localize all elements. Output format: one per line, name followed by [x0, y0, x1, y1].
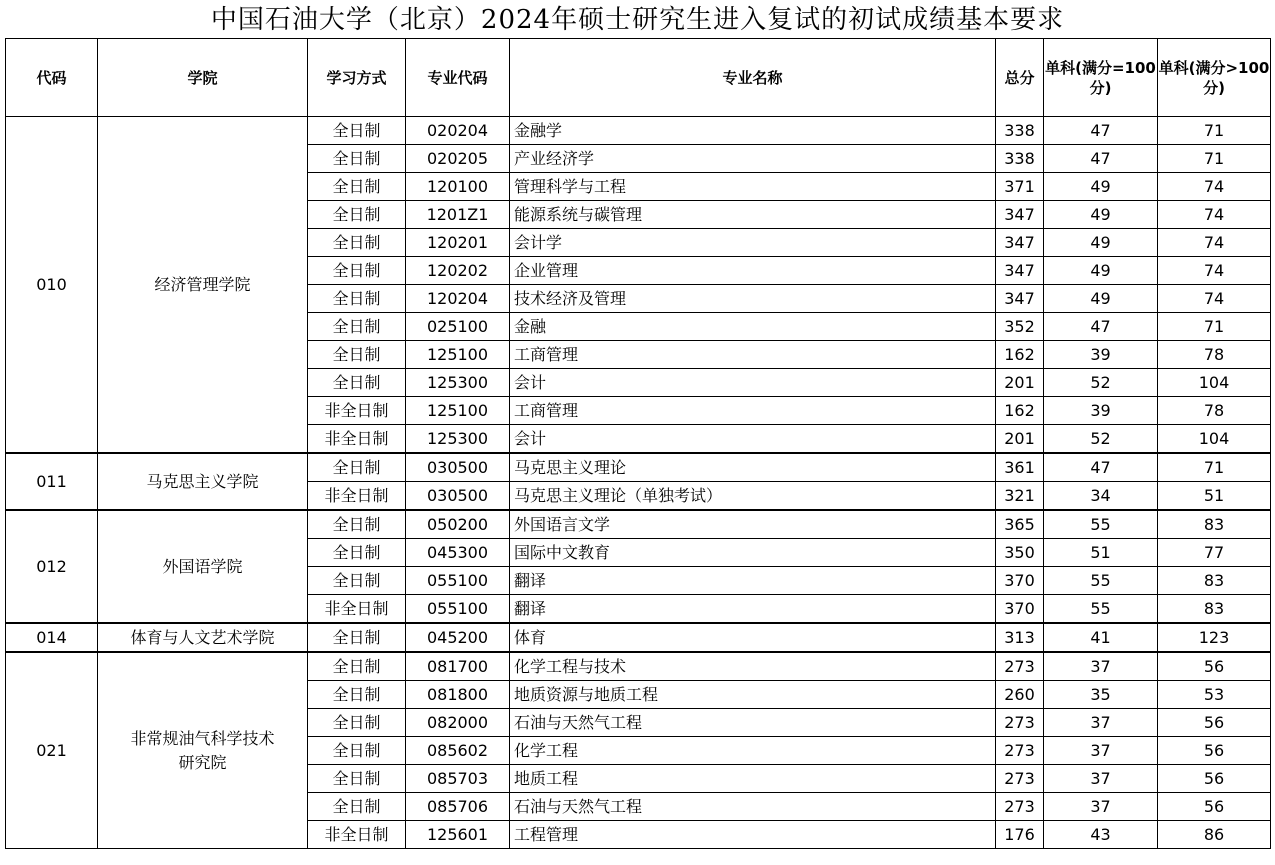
major-name-cell: 翻译 [510, 567, 996, 595]
total-score-cell: 347 [996, 285, 1044, 313]
major-name-cell: 翻译 [510, 595, 996, 624]
major-code-cell: 045300 [406, 539, 510, 567]
single-gt100-score-cell: 71 [1158, 145, 1271, 173]
major-name-cell: 地质资源与地质工程 [510, 681, 996, 709]
major-code-cell: 085703 [406, 765, 510, 793]
major-name-cell: 技术经济及管理 [510, 285, 996, 313]
major-name-cell: 管理科学与工程 [510, 173, 996, 201]
total-score-cell: 361 [996, 453, 1044, 482]
major-name-cell: 外国语言文学 [510, 510, 996, 539]
total-score-cell: 273 [996, 765, 1044, 793]
major-code-cell: 125601 [406, 821, 510, 849]
total-score-cell: 350 [996, 539, 1044, 567]
college-code-cell: 021 [6, 652, 98, 849]
total-score-cell: 347 [996, 229, 1044, 257]
college-name-cell: 马克思主义学院 [98, 453, 308, 510]
single-gt100-score-cell: 78 [1158, 397, 1271, 425]
single-100-score-cell: 39 [1044, 341, 1158, 369]
single-gt100-score-cell: 56 [1158, 765, 1271, 793]
total-score-cell: 365 [996, 510, 1044, 539]
single-100-score-cell: 47 [1044, 117, 1158, 145]
single-100-score-cell: 49 [1044, 229, 1158, 257]
total-score-cell: 273 [996, 709, 1044, 737]
table-row [6, 510, 1271, 539]
single-100-score-cell: 37 [1044, 709, 1158, 737]
college-name-cell: 经济管理学院 [98, 117, 308, 454]
single-100-score-cell: 37 [1044, 737, 1158, 765]
single-gt100-score-cell: 78 [1158, 341, 1271, 369]
table-row [6, 623, 1271, 652]
major-code-cell: 081700 [406, 652, 510, 681]
total-score-cell: 338 [996, 145, 1044, 173]
total-score-cell: 162 [996, 397, 1044, 425]
study-mode-cell: 全日制 [308, 765, 406, 793]
single-gt100-score-cell: 104 [1158, 425, 1271, 454]
study-mode-cell: 全日制 [308, 567, 406, 595]
study-mode-cell: 全日制 [308, 173, 406, 201]
single-gt100-score-cell: 83 [1158, 510, 1271, 539]
single-gt100-score-cell: 71 [1158, 453, 1271, 482]
single-gt100-score-cell: 74 [1158, 285, 1271, 313]
study-mode-cell: 全日制 [308, 681, 406, 709]
study-mode-cell: 非全日制 [308, 397, 406, 425]
header-row [6, 39, 1271, 117]
major-name-cell: 石油与天然气工程 [510, 709, 996, 737]
header-major-name: 专业名称 [510, 39, 996, 117]
single-gt100-score-cell: 56 [1158, 793, 1271, 821]
major-name-cell: 石油与天然气工程 [510, 793, 996, 821]
major-name-cell: 马克思主义理论（单独考试） [510, 482, 996, 511]
major-code-cell: 120201 [406, 229, 510, 257]
major-name-cell: 企业管理 [510, 257, 996, 285]
total-score-cell: 352 [996, 313, 1044, 341]
study-mode-cell: 全日制 [308, 453, 406, 482]
single-gt100-score-cell: 74 [1158, 173, 1271, 201]
study-mode-cell: 全日制 [308, 652, 406, 681]
study-mode-cell: 非全日制 [308, 821, 406, 849]
header-mode: 学习方式 [308, 39, 406, 117]
single-100-score-cell: 35 [1044, 681, 1158, 709]
single-gt100-score-cell: 74 [1158, 201, 1271, 229]
college-code-cell: 010 [6, 117, 98, 454]
major-code-cell: 025100 [406, 313, 510, 341]
major-code-cell: 045200 [406, 623, 510, 652]
study-mode-cell: 全日制 [308, 341, 406, 369]
major-code-cell: 085602 [406, 737, 510, 765]
major-code-cell: 020205 [406, 145, 510, 173]
single-gt100-score-cell: 123 [1158, 623, 1271, 652]
single-100-score-cell: 49 [1044, 201, 1158, 229]
single-100-score-cell: 49 [1044, 257, 1158, 285]
college-code-cell: 012 [6, 510, 98, 623]
major-code-cell: 125300 [406, 425, 510, 454]
study-mode-cell: 全日制 [308, 709, 406, 737]
study-mode-cell: 非全日制 [308, 482, 406, 511]
single-100-score-cell: 41 [1044, 623, 1158, 652]
single-100-score-cell: 37 [1044, 765, 1158, 793]
single-gt100-score-cell: 56 [1158, 709, 1271, 737]
major-name-cell: 体育 [510, 623, 996, 652]
college-name-cell: 体育与人文艺术学院 [98, 623, 308, 652]
total-score-cell: 201 [996, 425, 1044, 454]
single-gt100-score-cell: 74 [1158, 257, 1271, 285]
single-gt100-score-cell: 71 [1158, 117, 1271, 145]
total-score-cell: 176 [996, 821, 1044, 849]
single-100-score-cell: 37 [1044, 652, 1158, 681]
study-mode-cell: 全日制 [308, 145, 406, 173]
major-code-cell: 125300 [406, 369, 510, 397]
single-gt100-score-cell: 77 [1158, 539, 1271, 567]
single-100-score-cell: 55 [1044, 595, 1158, 624]
major-name-cell: 地质工程 [510, 765, 996, 793]
study-mode-cell: 全日制 [308, 117, 406, 145]
single-100-score-cell: 55 [1044, 567, 1158, 595]
single-100-score-cell: 37 [1044, 793, 1158, 821]
single-gt100-score-cell: 71 [1158, 313, 1271, 341]
study-mode-cell: 全日制 [308, 793, 406, 821]
study-mode-cell: 全日制 [308, 539, 406, 567]
header-code: 代码 [6, 39, 98, 117]
single-100-score-cell: 49 [1044, 173, 1158, 201]
single-gt100-score-cell: 83 [1158, 595, 1271, 624]
total-score-cell: 313 [996, 623, 1044, 652]
table-body [6, 117, 1271, 849]
major-name-cell: 会计 [510, 369, 996, 397]
single-gt100-score-cell: 53 [1158, 681, 1271, 709]
major-name-cell: 马克思主义理论 [510, 453, 996, 482]
major-name-cell: 工商管理 [510, 397, 996, 425]
study-mode-cell: 全日制 [308, 229, 406, 257]
major-code-cell: 085706 [406, 793, 510, 821]
major-name-cell: 会计 [510, 425, 996, 454]
single-gt100-score-cell: 74 [1158, 229, 1271, 257]
total-score-cell: 260 [996, 681, 1044, 709]
single-100-score-cell: 49 [1044, 285, 1158, 313]
single-100-score-cell: 47 [1044, 145, 1158, 173]
single-gt100-score-cell: 56 [1158, 652, 1271, 681]
header-college: 学院 [98, 39, 308, 117]
single-gt100-score-cell: 56 [1158, 737, 1271, 765]
total-score-cell: 347 [996, 201, 1044, 229]
study-mode-cell: 全日制 [308, 285, 406, 313]
single-gt100-score-cell: 51 [1158, 482, 1271, 511]
major-name-cell: 金融 [510, 313, 996, 341]
single-gt100-score-cell: 83 [1158, 567, 1271, 595]
study-mode-cell: 全日制 [308, 369, 406, 397]
major-code-cell: 030500 [406, 482, 510, 511]
single-gt100-score-cell: 104 [1158, 369, 1271, 397]
major-name-cell: 金融学 [510, 117, 996, 145]
header-single-100: 单科(满分=100分) [1044, 39, 1158, 117]
major-code-cell: 1201Z1 [406, 201, 510, 229]
single-100-score-cell: 55 [1044, 510, 1158, 539]
study-mode-cell: 全日制 [308, 510, 406, 539]
table-row [6, 453, 1271, 482]
total-score-cell: 347 [996, 257, 1044, 285]
major-name-cell: 会计学 [510, 229, 996, 257]
college-code-cell: 014 [6, 623, 98, 652]
single-100-score-cell: 43 [1044, 821, 1158, 849]
table-row [6, 652, 1271, 681]
major-name-cell: 工商管理 [510, 341, 996, 369]
major-name-cell: 工程管理 [510, 821, 996, 849]
total-score-cell: 273 [996, 652, 1044, 681]
single-100-score-cell: 52 [1044, 425, 1158, 454]
major-code-cell: 055100 [406, 567, 510, 595]
major-code-cell: 120100 [406, 173, 510, 201]
header-single-gt100: 单科(满分>100分) [1158, 39, 1271, 117]
college-name-cell: 外国语学院 [98, 510, 308, 623]
major-code-cell: 020204 [406, 117, 510, 145]
total-score-cell: 371 [996, 173, 1044, 201]
study-mode-cell: 全日制 [308, 201, 406, 229]
score-requirements-table [5, 38, 1271, 849]
header-major-code: 专业代码 [406, 39, 510, 117]
major-name-cell: 能源系统与碳管理 [510, 201, 996, 229]
single-100-score-cell: 52 [1044, 369, 1158, 397]
total-score-cell: 321 [996, 482, 1044, 511]
single-gt100-score-cell: 86 [1158, 821, 1271, 849]
major-code-cell: 055100 [406, 595, 510, 624]
study-mode-cell: 全日制 [308, 737, 406, 765]
study-mode-cell: 非全日制 [308, 425, 406, 454]
total-score-cell: 370 [996, 567, 1044, 595]
major-name-cell: 产业经济学 [510, 145, 996, 173]
major-code-cell: 120204 [406, 285, 510, 313]
total-score-cell: 370 [996, 595, 1044, 624]
study-mode-cell: 非全日制 [308, 595, 406, 624]
document-title: 中国石油大学（北京）2024年硕士研究生进入复试的初试成绩基本要求 [210, 5, 1065, 35]
major-code-cell: 030500 [406, 453, 510, 482]
single-100-score-cell: 34 [1044, 482, 1158, 511]
total-score-cell: 162 [996, 341, 1044, 369]
total-score-cell: 273 [996, 737, 1044, 765]
total-score-cell: 338 [996, 117, 1044, 145]
single-100-score-cell: 47 [1044, 453, 1158, 482]
major-code-cell: 081800 [406, 681, 510, 709]
study-mode-cell: 全日制 [308, 623, 406, 652]
major-name-cell: 国际中文教育 [510, 539, 996, 567]
single-100-score-cell: 39 [1044, 397, 1158, 425]
single-100-score-cell: 51 [1044, 539, 1158, 567]
major-code-cell: 082000 [406, 709, 510, 737]
major-name-cell: 化学工程与技术 [510, 652, 996, 681]
table-row [6, 117, 1271, 145]
study-mode-cell: 全日制 [308, 257, 406, 285]
header-total: 总分 [996, 39, 1044, 117]
major-code-cell: 050200 [406, 510, 510, 539]
study-mode-cell: 全日制 [308, 313, 406, 341]
total-score-cell: 273 [996, 793, 1044, 821]
college-code-cell: 011 [6, 453, 98, 510]
major-code-cell: 125100 [406, 397, 510, 425]
major-code-cell: 120202 [406, 257, 510, 285]
college-name-cell: 非常规油气科学技术研究院 [98, 652, 308, 849]
single-100-score-cell: 47 [1044, 313, 1158, 341]
total-score-cell: 201 [996, 369, 1044, 397]
major-code-cell: 125100 [406, 341, 510, 369]
major-name-cell: 化学工程 [510, 737, 996, 765]
